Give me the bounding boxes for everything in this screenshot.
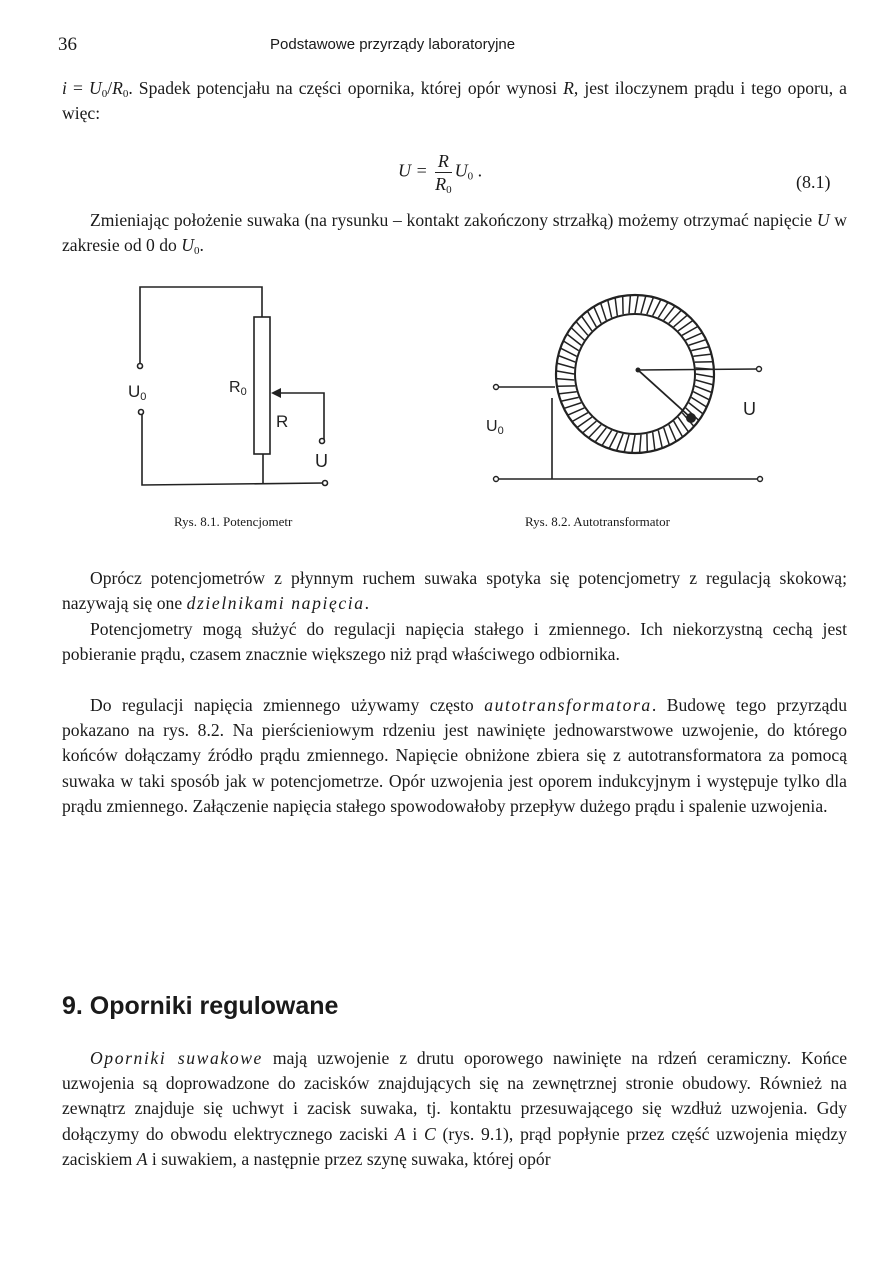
text: , jest iloczynem prądu i tego oporu, a więc: xyxy=(62,78,847,124)
var-U: U xyxy=(816,210,830,230)
text: i xyxy=(405,1123,425,1144)
eq-numerator: R xyxy=(437,151,449,171)
text: . xyxy=(199,235,204,256)
term-autotransformer: autotransformatora xyxy=(484,695,652,715)
page-number: 36 xyxy=(58,34,77,55)
term-voltage-divider: dzielnikami napięcia xyxy=(186,593,365,614)
figure-potentiometer xyxy=(100,270,380,510)
paragraph-potentiometer-use xyxy=(62,617,847,667)
paragraph-dividers xyxy=(62,566,847,616)
figure-8-2-caption: Rys. 8.2. Autotransformator xyxy=(525,514,670,529)
svg-text:U: U xyxy=(315,451,328,471)
paragraph-autotransformer xyxy=(62,693,847,819)
text: Oprócz potencjometrów z płynnym ruchem suwaka spotyka się potencjometry z regulacją skokową; nazywają się one xyxy=(62,568,847,614)
text: (rys. 9.1), prąd popłynie przez część uzwojenia między zaciskiem xyxy=(62,1123,848,1169)
equation-number: (8.1) xyxy=(796,172,831,192)
text: Potencjometry mogą służyć do regulacji napięcia stałego i zmiennego. Ich niekorzystną cechą jest pobieranie prądu, czasem znacznie większego niż prąd właściwego odbiornika. xyxy=(62,619,847,665)
section-heading: 9. Oporniki regulowane xyxy=(62,992,339,1020)
fraction xyxy=(435,150,452,195)
term-slide-resistors: Oporniki suwakowe xyxy=(90,1048,263,1068)
eq-lhs: U = xyxy=(398,160,428,181)
figure-8-1-caption: Rys. 8.1. Potencjometr xyxy=(174,514,293,529)
intro-paragraph xyxy=(62,76,847,126)
figure-autotransformer xyxy=(460,270,790,510)
svg-text:U0: U0 xyxy=(486,418,504,437)
text: Zmieniając położenie suwaka (na rysunku – kontakt zakończony strzałką) możemy otrzymać napięcie xyxy=(90,210,817,230)
var-R: R xyxy=(563,78,574,98)
text: w zakresie od 0 do xyxy=(62,210,848,256)
svg-text:U0: U0 xyxy=(128,382,147,403)
text: mają uzwojenie z drutu oporowego nawinięte na rdzeń ceramiczny. Końce uzwojenia są doprowadzone do zacisków znajdujących się na zewnętrznej stronie obudowy. Również na zewnątrz znajduje się uchwyt i zacisk suwaka, tj. kontaktu przesuwającego się wzdłuż uzwojenia. Gdy dołączymy do obwodu elektrycznego zaciski xyxy=(62,1048,847,1144)
slider-arrow-icon xyxy=(271,388,281,398)
svg-text:R0: R0 xyxy=(229,379,247,398)
svg-text:U: U xyxy=(743,399,756,419)
subscript: 0 xyxy=(467,170,474,183)
var-U0: U xyxy=(181,235,194,256)
var-i: i xyxy=(62,78,67,98)
text: Do regulacji napięcia zmiennego używamy często xyxy=(90,695,485,715)
equation-8-1 xyxy=(398,150,482,195)
subscript: 0 xyxy=(193,245,200,258)
slider-paragraph xyxy=(62,208,847,258)
text: / xyxy=(107,78,113,98)
subscript: 0 xyxy=(122,88,129,100)
eq-rhs: U xyxy=(454,160,468,181)
var-A: A xyxy=(394,1123,406,1144)
text: . xyxy=(473,160,483,181)
text: i suwakiem, a następnie przez szynę suwaka, której opór xyxy=(147,1148,551,1169)
running-header: Podstawowe przyrządy laboratoryjne xyxy=(270,36,516,53)
svg-text:R: R xyxy=(276,412,289,431)
subscript: 0 xyxy=(446,184,452,196)
var-U0: U xyxy=(88,78,102,98)
var-R0: R xyxy=(112,78,123,98)
var-A: A xyxy=(136,1148,148,1169)
eq-denominator: R xyxy=(435,174,447,194)
text: . xyxy=(364,593,370,614)
var-C: C xyxy=(424,1123,436,1144)
section-9-paragraph xyxy=(62,1046,847,1172)
slider-contact-icon xyxy=(686,413,696,423)
text: . Budowę tego przyrządu pokazano na rys. 8.2. Na pierścieniowym rdzeniu jest nawinięte jednowarstwowe uzwojenie, do którego końców dołączamy źródło prądu zmiennego. Napięcie obniżone zbiera się z autotransformatora za pomocą suwaka w taki sposób jak w potencjometrze. Opór uzwojenia jest oporem indukcyjnym i występuje tylko dla prądu zmiennego. Załączenie napięcia stałego spowodowałoby przepływ dużego prądu i spalenie uzwojenia. xyxy=(62,695,847,816)
text: . Spadek potencjału na części opornika, której opór wynosi xyxy=(128,78,564,98)
subscript: 0 xyxy=(101,88,108,100)
text: = xyxy=(66,78,89,98)
